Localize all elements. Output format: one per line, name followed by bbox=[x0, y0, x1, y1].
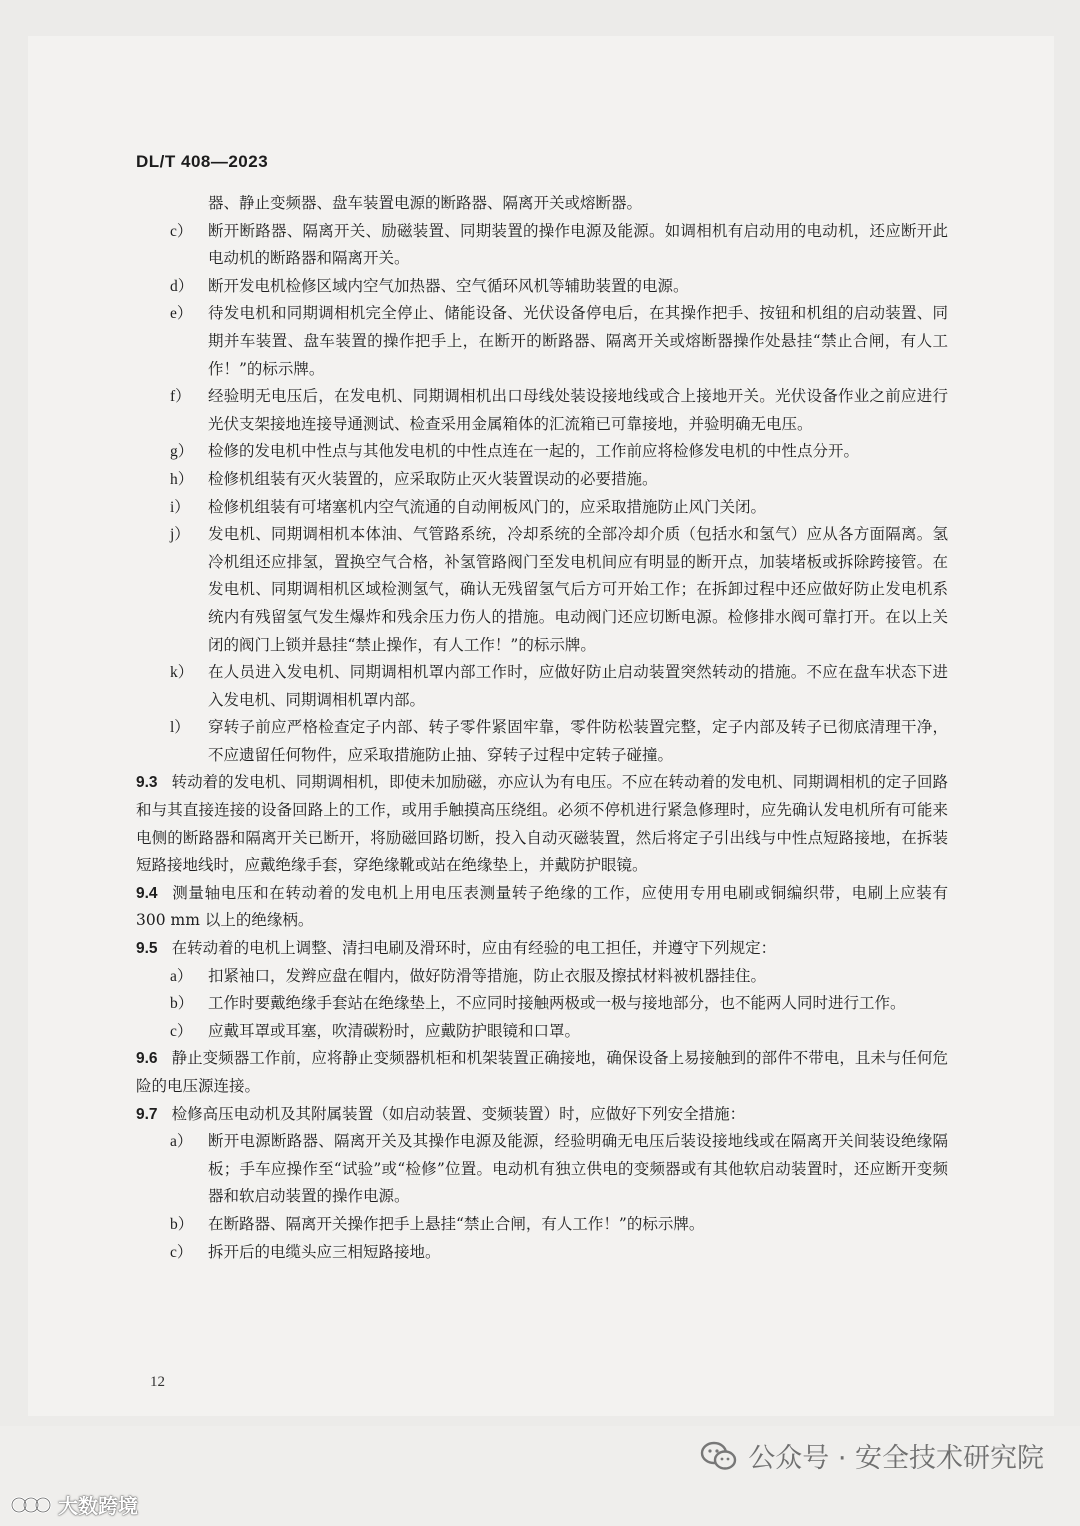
item-text: 应戴耳罩或耳塞，吹清碳粉时，应戴防护眼镜和口罩。 bbox=[208, 1021, 581, 1040]
section-9-6 bbox=[136, 1045, 948, 1100]
section-9-7 bbox=[136, 1101, 948, 1129]
corner-watermark bbox=[10, 1490, 138, 1519]
section-text: 转动着的发电机、同期调相机，即使未加励磁，亦应认为有电压。不应在转动着的发电机、同期调相机的定子回路和与其直接连接的设备回路上的工作，或用手触摸高压绕组。必须不停机进行紧急修理时，应先确认发电机所有可能来电侧的断路器和隔离开关已断开，将励磁回路切断，投入自动灭磁装置，然后将定子引出线与中性点短路接地，在拆装短路接地线时，应戴绝缘手套，穿绝缘靴或站在绝缘垫上，并戴防护眼镜。 bbox=[136, 773, 948, 875]
list-item-c bbox=[136, 1239, 948, 1267]
list-item-d bbox=[136, 273, 948, 301]
list-item-l bbox=[136, 714, 948, 769]
watermark-text: 公众号 · 安全技术研究院 bbox=[748, 1443, 1044, 1474]
list-item-c bbox=[136, 1018, 948, 1046]
wechat-watermark bbox=[700, 1436, 1044, 1475]
item-text: 检修的发电机中性点与其他发电机的中性点连在一起的，工作前应将检修发电机的中性点分开。 bbox=[208, 442, 860, 461]
section-text: 检修高压电动机及其附属装置（如启动装置、变频装置）时，应做好下列安全措施： bbox=[171, 1104, 746, 1123]
section-9-4 bbox=[136, 880, 948, 935]
item-text: 检修机组装有可堵塞机内空气流通的自动闸板风门的，应采取措施防止风门关闭。 bbox=[208, 497, 767, 516]
item-label: j） bbox=[170, 526, 190, 544]
section-number: 9.6 bbox=[136, 1050, 158, 1068]
section-text: 测量轴电压和在转动着的发电机上用电压表测量转子绝缘的工作，应使用专用电刷或铜编织带，电刷上应装有 300 mm 以上的绝缘柄。 bbox=[136, 883, 948, 930]
item-label: h） bbox=[170, 470, 194, 488]
list-item-b bbox=[136, 1211, 948, 1239]
section-number: 9.7 bbox=[136, 1105, 158, 1123]
list-item-h bbox=[136, 466, 948, 494]
section-9-5 bbox=[136, 935, 948, 963]
item-label: k） bbox=[170, 664, 194, 682]
list-item-a bbox=[136, 1128, 948, 1211]
item-text: 在断路器、隔离开关操作把手上悬挂“禁止合闸，有人工作！”的标示牌。 bbox=[208, 1214, 705, 1233]
item-label: c） bbox=[170, 1243, 193, 1261]
list-item-f bbox=[136, 383, 948, 438]
item-label: b） bbox=[170, 1215, 194, 1233]
item-label: d） bbox=[170, 277, 194, 295]
item-text: 工作时要戴绝缘手套站在绝缘垫上，不应同时接触两极或一极与接地部分，也不能两人同时进行工作。 bbox=[208, 994, 906, 1013]
list-item-c bbox=[136, 218, 948, 273]
section-text: 静止变频器工作前，应将静止变频器机柜和机架装置正确接地，确保设备上易接触到的部件不带电，且未与任何危险的电压源连接。 bbox=[136, 1049, 948, 1095]
section-number: 9.4 bbox=[136, 884, 158, 902]
item-text: 发电机、同期调相机本体油、气管路系统，冷却系统的全部冷却介质（包括水和氢气）应从各方面隔离。氢冷机组还应排氢，置换空气合格，补氢管路阀门至发电机间应有明显的断开点，加装堵板或拆除跨接管。在发电机、同期调相机区域检测氢气，确认无残留氢气后方可开始工作；在拆卸过程中还应做好防止发电机系统内有残留氢气发生爆炸和残余压力伤人的措施。电动阀门还应切断电源。检修排水阀可靠打开。在以上关闭的阀门上锁并悬挂“禁止操作，有人工作！”的标示牌。 bbox=[208, 525, 948, 654]
continued-text: 器、静止变频器、盘车装置电源的断路器、隔离开关或熔断器。 bbox=[208, 194, 643, 212]
document-body bbox=[136, 190, 948, 1266]
item-text: 断开电源断路器、隔离开关及其操作电源及能源，经验明确无电压后装设接地线或在隔离开关间装设绝缘隔板；手车应操作至“试验”或“检修”位置。电动机有独立供电的变频器或有其他软启动装置时，还应断开变频器和软启动装置的操作电源。 bbox=[208, 1132, 948, 1206]
item-text: 拆开后的电缆头应三相短路接地。 bbox=[208, 1242, 441, 1261]
item-text: 经验明无电压后，在发电机、同期调相机出口母线处装设接地线或合上接地开关。光伏设备作业之前应进行光伏支架接地连接导通测试、检查采用金属箱体的汇流箱已可靠接地，并验明确无电压。 bbox=[208, 387, 948, 433]
item-label: a） bbox=[170, 967, 193, 985]
list-item-e bbox=[136, 300, 948, 383]
page-number: 12 bbox=[150, 1374, 165, 1390]
section-9-3 bbox=[136, 769, 948, 879]
item-text: 检修机组装有灭火装置的，应采取防止灭火装置误动的必要措施。 bbox=[208, 469, 658, 488]
link-icon bbox=[10, 1494, 54, 1516]
list-item-b bbox=[136, 990, 948, 1018]
list-item-j bbox=[136, 521, 948, 659]
item-label: i） bbox=[170, 498, 190, 516]
section-number: 9.5 bbox=[136, 940, 158, 958]
item-text: 扣紧袖口，发辫应盘在帽内，做好防滑等措施，防止衣服及擦拭材料被机器挂住。 bbox=[208, 966, 767, 985]
item-label: f） bbox=[170, 388, 191, 406]
item-text: 断开断路器、隔离开关、励磁装置、同期装置的操作电源及能源。如调相机有启动用的电动机，还应断开此电动机的断路器和隔离开关。 bbox=[208, 221, 948, 268]
section-number: 9.3 bbox=[136, 774, 158, 792]
section-text: 在转动着的电机上调整、清扫电刷及滑环时，应由有经验的电工担任，并遵守下列规定： bbox=[171, 939, 777, 958]
item-label: c） bbox=[170, 1022, 193, 1040]
item-label: b） bbox=[170, 995, 194, 1013]
list-item-g bbox=[136, 438, 948, 466]
item-label: l） bbox=[170, 719, 190, 737]
corner-watermark-text: 大数跨境 bbox=[58, 1494, 138, 1518]
item-text: 穿转子前应严格检查定子内部、转子零件紧固牢靠，零件防松装置完整，定子内部及转子已彻底清理干净，不应遗留任何物件，应采取措施防止抽、穿转子过程中定转子碰撞。 bbox=[208, 718, 948, 764]
list-item-k bbox=[136, 659, 948, 714]
item-text: 待发电机和同期调相机完全停止、储能设备、光伏设备停电后，在其操作把手、按钮和机组的启动装置、同期并车装置、盘车装置的操作把手上，在断开的断路器、隔离开关或熔断器操作处悬挂“禁止合闸，有人工作！”的标示牌。 bbox=[208, 304, 948, 378]
item-text: 在人员进入发电机、同期调相机罩内部工作时，应做好防止启动装置突然转动的措施。不应在盘车状态下进入发电机、同期调相机罩内部。 bbox=[208, 663, 948, 709]
list-item-a bbox=[136, 963, 948, 991]
item-label: c） bbox=[170, 222, 193, 240]
item-label: g） bbox=[170, 443, 194, 461]
item-text: 断开发电机检修区域内空气加热器、空气循环风机等辅助装置的电源。 bbox=[208, 276, 689, 295]
document-code: DL/T 408—2023 bbox=[136, 152, 269, 171]
item-label: a） bbox=[170, 1133, 193, 1151]
item-label: e） bbox=[170, 305, 193, 323]
wechat-icon bbox=[700, 1440, 738, 1472]
list-item-i bbox=[136, 494, 948, 522]
